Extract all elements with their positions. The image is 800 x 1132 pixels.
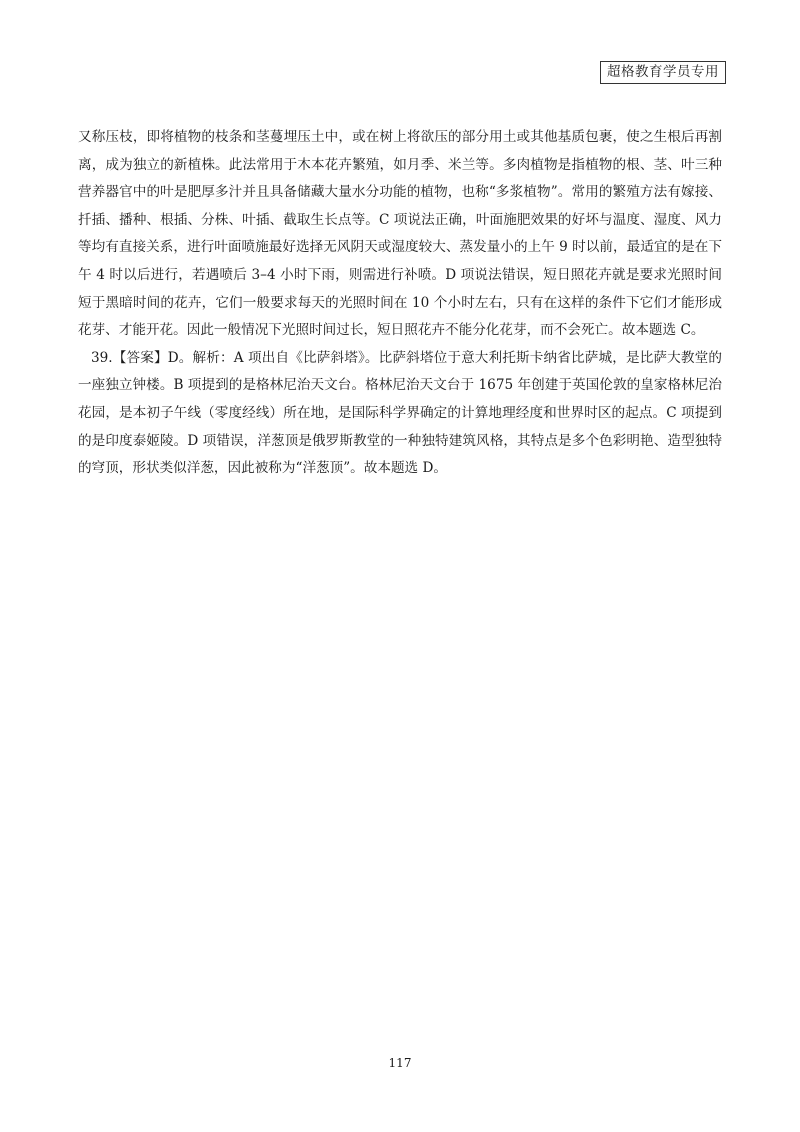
- paragraph-continuation: 又称压枝，即将植物的枝条和茎蔓埋压土中，或在树上将欲压的部分用土或其他基质包裹，使之生根后再割离，成为独立的新植株。此法常用于木本花卉繁殖，如月季、米兰等。多肉植物是指植物的根、茎、叶三种营养器官中的叶是肥厚多汁并且具备储藏大量水分功能的植物，也称“多浆植物”。常用的繁殖方法有嫁接、扦插、播种、根插、分株、叶插、截取生长点等。C 项说法正确，叶面施肥效果的好坏与温度、湿度、风力等均有直接关系，进行叶面喷施最好选择无风阴天或湿度较大、蒸发量小的上午 9 时以前，最适宜的是在下午 4 时以后进行，若遇喷后 3–4 小时下雨，则需进行补喷。D 项说法错误，短日照花卉就是要求光照时间短于黑暗时间的花卉，它们一般要求每天的光照时间在 10 个小时左右，只有在这样的条件下它们才能形成花芽、才能开花。因此一般情况下光照时间过长，短日照花卉不能分化花芽，而不会死亡。故本题选 C。: [78, 129, 722, 339]
- page-number: 117: [388, 1056, 412, 1070]
- paragraph-answer-39: 39.【答案】D。解析：A 项出自《比萨斜塔》。比萨斜塔位于意大利托斯卡纳省比萨城，是比萨大教堂的一座独立钟楼。B 项提到的是格林尼治天文台。格林尼治天文台于 1675 年创建于英国伦敦的皇家格林尼治花园，是本初子午线（零度经线）所在地，是国际科学界确定的计算地理经度和世界时区的起点。C 项提到的是印度泰姬陵。D 项错误，洋葱顶是俄罗斯教堂的一种独特建筑风格，其特点是多个色彩明艳、造型独特的穹顶，形状类似洋葱，因此被称为“洋葱顶”。故本题选 D。: [78, 349, 722, 477]
- header-label: 超格教育学员专用: [600, 61, 726, 84]
- page-content: [78, 124, 722, 483]
